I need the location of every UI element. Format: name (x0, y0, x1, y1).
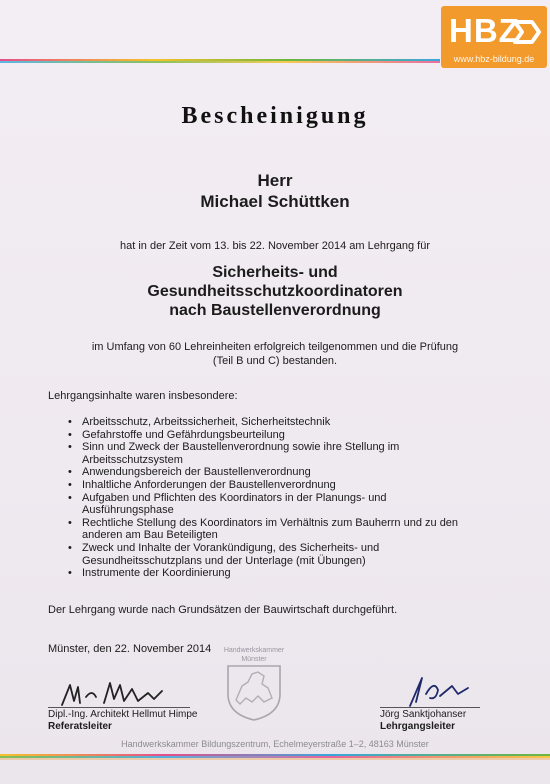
scope-line: im Umfang von 60 Lehreinheiten erfolgreich teilgenommen und die Prüfung (91, 341, 459, 353)
contents-item (68, 441, 488, 466)
bullet-icon: • (68, 441, 72, 454)
bottom-color-stripe (0, 754, 550, 760)
bullet-icon: • (68, 491, 72, 504)
stripe-line-bottom (0, 61, 440, 63)
course-period: hat in der Zeit vom 13. bis 22. November 2014 am Lehrgang für (119, 240, 430, 252)
signer-right (380, 709, 466, 733)
contents-item-text: Rechtliche Stellung des Koordinators im Verhältnis zum Bauherrn und zu den (82, 516, 459, 529)
signature-right (396, 672, 476, 710)
contents-item (68, 492, 488, 517)
contents-item-text: Sinn und Zweck der Baustellenverordnung sowie ihre Stellung im (82, 441, 400, 454)
contents-item-text: Anwendungsbereich der Baustellenverordnung (82, 466, 311, 479)
seal-line-2: Münster (241, 656, 267, 663)
contents-item (68, 416, 488, 429)
footer-address: Handwerkskammer Bildungszentrum, Echelmeyerstraße 1–2, 48163 Münster (121, 739, 429, 749)
chamber-seal (218, 642, 290, 722)
seal-horse-icon (236, 672, 272, 704)
bullet-icon: • (68, 516, 72, 529)
signature-line-right (380, 707, 480, 708)
seal-shield-icon (228, 666, 280, 720)
contents-item-text: Gefahrstoffe und Gefährdungsbeurteilung (82, 428, 285, 441)
recipient-name: Michael Schüttken (200, 192, 350, 211)
bullet-icon: • (68, 541, 72, 554)
contents-item-text: Aufgaben und Pflichten des Koordinators in der Planungs- und (82, 491, 387, 504)
bullet-icon: • (68, 567, 72, 580)
signer-left-role: Referatsleiter (48, 721, 112, 732)
bullet-icon: • (68, 416, 72, 428)
course-title (0, 263, 550, 320)
contents-item (68, 567, 488, 580)
signer-left-name: Dipl.-Ing. Architekt Hellmut Himpe (48, 709, 198, 720)
signer-right-role: Lehrgangsleiter (380, 721, 456, 732)
contents-item (68, 466, 488, 479)
course-title-line: nach Baustellenverordnung (169, 302, 381, 319)
signature-left (52, 675, 192, 711)
seal-line-1: Handwerkskammer (223, 647, 285, 654)
contents-item-text: Arbeitsschutz, Arbeitssicherheit, Sicherheitstechnik (82, 416, 331, 428)
contents-list (68, 416, 488, 580)
logo-text: HBZ (449, 12, 520, 49)
logo-url: www.hbz-bildung.de (453, 54, 535, 64)
course-scope (0, 340, 550, 368)
hbz-logo (441, 6, 547, 68)
signer-left (48, 709, 198, 733)
contents-item-text: Gesundheitsschutzplans und der Unterlage (mit Übungen) (82, 554, 366, 567)
signature-line-left (48, 707, 190, 708)
contents-intro: Lehrgangsinhalte waren insbesondere: (48, 390, 238, 402)
place-and-date: Münster, den 22. November 2014 (48, 643, 212, 655)
top-color-stripe (0, 59, 440, 63)
bullet-icon: • (68, 466, 72, 479)
course-title-line: Gesundheitsschutzkoordinatoren (147, 283, 403, 300)
document-title: Bescheinigung (181, 103, 369, 129)
contents-item (68, 542, 488, 567)
bullet-icon: • (68, 428, 72, 441)
contents-item-text: Ausführungsphase (82, 504, 174, 517)
salutation: Herr (257, 171, 293, 190)
contents-item (68, 479, 488, 492)
contents-item-text: anderen am Bau Beteiligten (82, 529, 218, 542)
stripe-line-extra (0, 758, 550, 760)
closing-statement: Der Lehrgang wurde nach Grundsätzen der Bauwirtschaft durchgeführt. (48, 604, 398, 616)
contents-item-text: Arbeitsschutzsystem (82, 453, 183, 466)
contents-item-text: Zweck und Inhalte der Vorankündigung, des Sicherheits- und (82, 541, 380, 554)
signer-right-name: Jörg Sanktjohanser (380, 709, 467, 720)
contents-item-text: Inhaltliche Anforderungen der Baustellenverordnung (82, 478, 336, 491)
bullet-icon: • (68, 478, 72, 491)
contents-item-text: Instrumente der Koordinierung (82, 567, 231, 580)
course-title-line: Sicherheits- und (212, 264, 338, 281)
contents-item (68, 429, 488, 442)
scope-line: (Teil B und C) bestanden. (212, 355, 338, 367)
contents-item (68, 517, 488, 542)
logo-arrow-icon (512, 17, 542, 47)
